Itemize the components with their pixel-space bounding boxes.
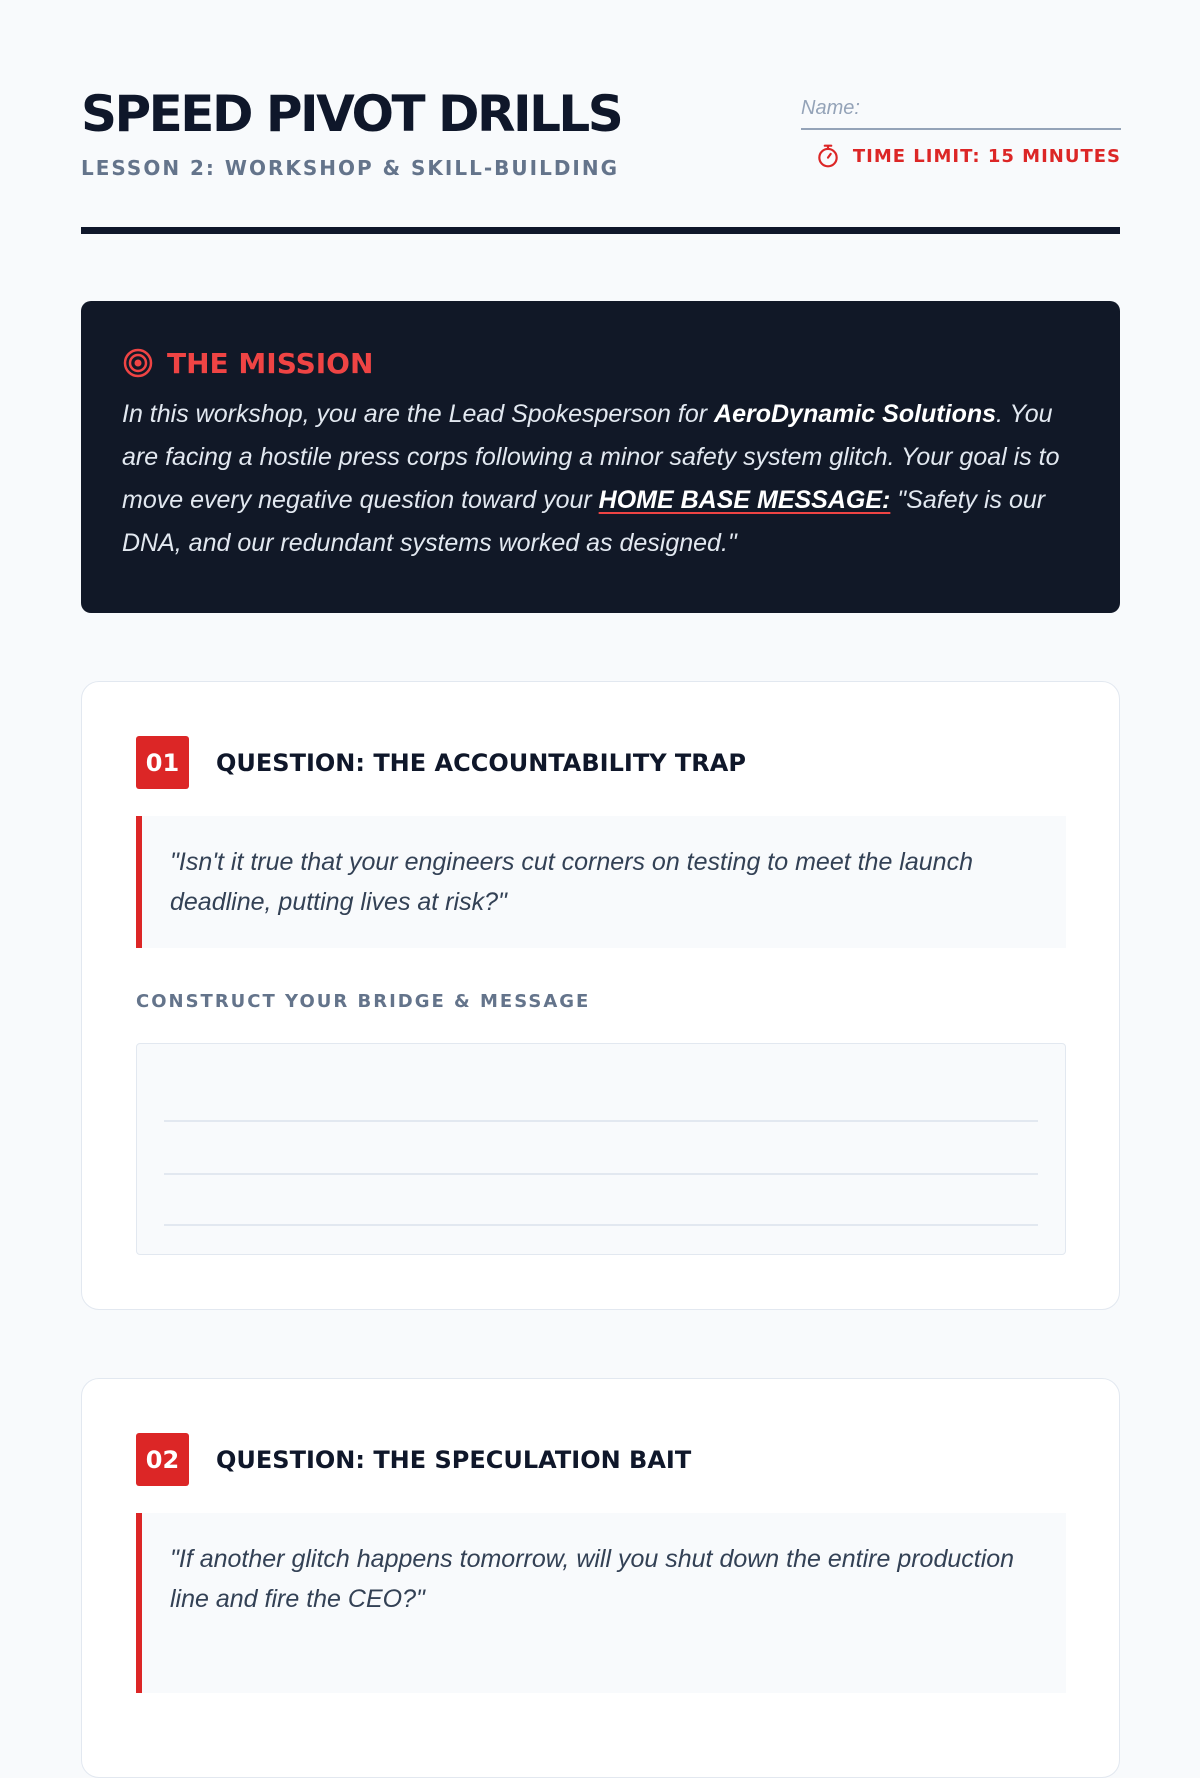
mission-heading [122, 341, 1080, 385]
mission-title: THE MISSION [167, 346, 374, 380]
writing-line [164, 1120, 1038, 1122]
company-name: AeroDynamic Solutions [714, 400, 997, 428]
question-title: QUESTION: THE SPECULATION BAIT [216, 1446, 692, 1474]
question-card [81, 681, 1120, 1310]
target-icon [122, 347, 154, 379]
mission-panel [81, 301, 1120, 613]
time-limit [805, 140, 1121, 172]
answer-label: CONSTRUCT YOUR BRIDGE & MESSAGE [136, 991, 591, 1012]
page-title: SPEED PIVOT DRILLS [81, 85, 622, 143]
question-card [81, 1378, 1120, 1778]
time-limit-label: TIME LIMIT: 15 MINUTES [852, 145, 1121, 167]
header-divider [81, 227, 1120, 234]
name-input[interactable] [801, 88, 1121, 130]
stopwatch-icon [815, 143, 841, 169]
question-number-badge: 01 [136, 736, 189, 789]
lesson-subtitle: LESSON 2: WORKSHOP & SKILL-BUILDING [81, 156, 620, 180]
question-number-badge: 02 [136, 1433, 189, 1486]
home-base-label: HOME BASE MESSAGE: [598, 486, 891, 514]
question-quote: "Isn't it true that your engineers cut corners on testing to meet the launch deadline, putting lives at risk?" [136, 816, 1066, 948]
question-title: QUESTION: THE ACCOUNTABILITY TRAP [216, 749, 746, 777]
answer-area[interactable] [136, 1043, 1066, 1255]
mission-text-middle: . You are facing a hostile press corps following a minor safety system glitch. Your goal is to move every negative question toward your [122, 400, 1060, 514]
mission-text-intro: In this workshop, you are the Lead Spokesperson for [122, 400, 715, 428]
writing-line [164, 1173, 1038, 1175]
home-base-message: "Safety is our DNA, and our redundant systems worked as designed." [122, 486, 1046, 557]
mission-description [122, 393, 1080, 565]
writing-line [164, 1224, 1038, 1226]
question-quote: "If another glitch happens tomorrow, will you shut down the entire production line and fire the CEO?" [136, 1513, 1066, 1693]
worksheet-header [81, 0, 1120, 236]
